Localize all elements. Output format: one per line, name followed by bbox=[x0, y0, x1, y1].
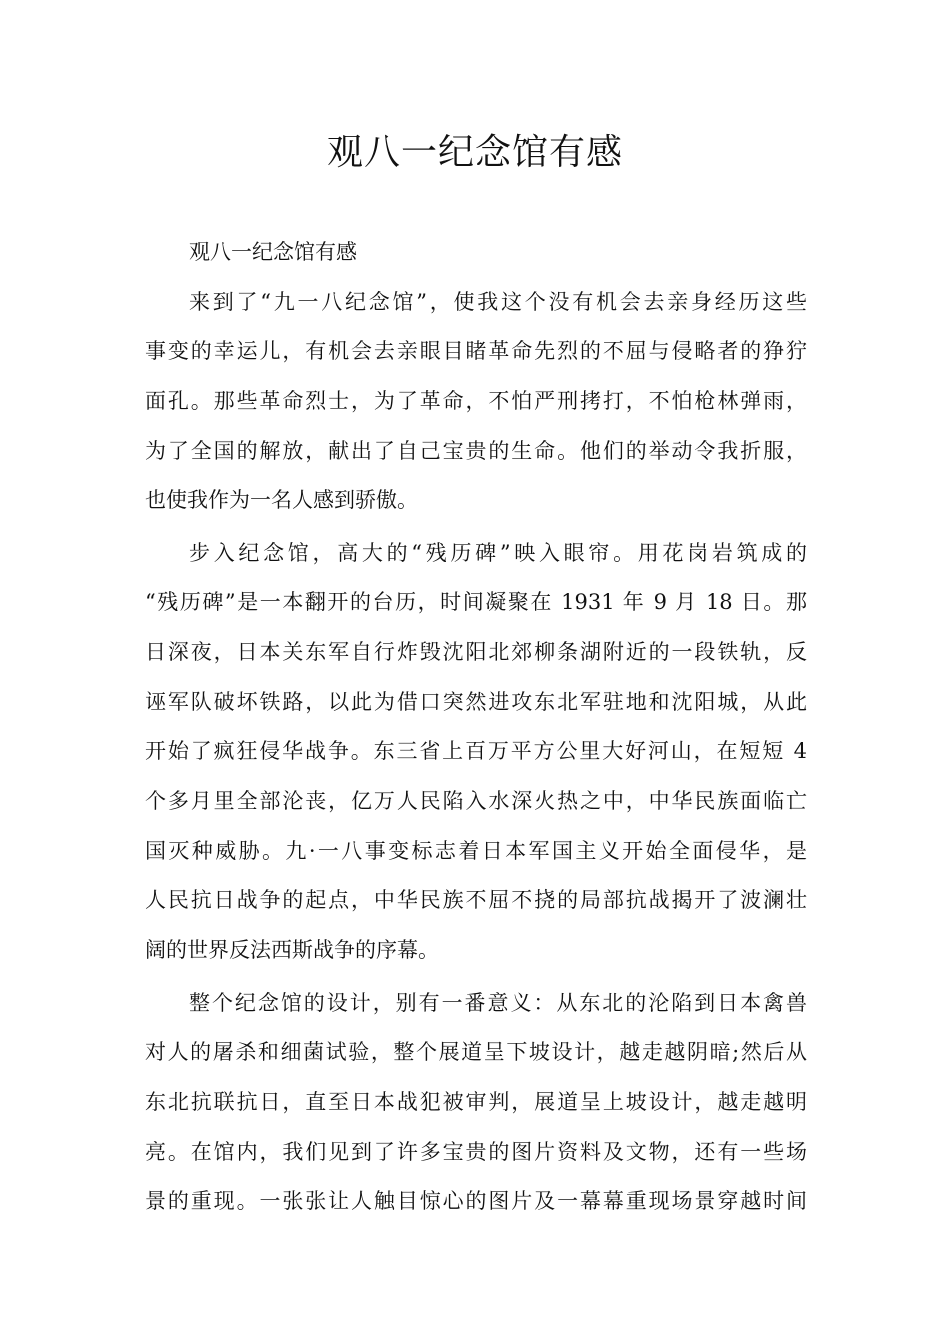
paragraph-line: 开始了疯狂侵华战争。东三省上百万平方公里大好河山，在短短 4 bbox=[145, 739, 807, 764]
document-title: 观八一纪念馆有感 bbox=[326, 132, 623, 173]
paragraph-line: 来到了“九一八纪念馆”，使我这个没有机会去亲身经历这些 bbox=[189, 289, 807, 314]
paragraph-line: 观八一纪念馆有感 bbox=[189, 240, 357, 264]
paragraph-line: 事变的幸运儿，有机会去亲眼目睹革命先烈的不屈与侵略者的狰狞 bbox=[145, 339, 807, 364]
paragraph-line: 人民抗日战争的起点，中华民族不屈不挠的局部抗战揭开了波澜壮 bbox=[145, 888, 807, 913]
paragraph-line: 个多月里全部沦丧，亿万人民陷入水深火热之中，中华民族面临亡 bbox=[145, 789, 807, 814]
paragraph-line: 步入纪念馆，高大的“残历碑”映入眼帘。用花岗岩筑成的 bbox=[189, 540, 807, 565]
paragraph-line: 整个纪念馆的设计，别有一番意义：从东北的沦陷到日本禽兽 bbox=[189, 990, 807, 1015]
paragraph-line: 亮。在馆内，我们见到了许多宝贵的图片资料及文物，还有一些场 bbox=[145, 1139, 807, 1164]
paragraph-line: 国灭种威胁。九·一八事变标志着日本军国主义开始全面侵华，是 bbox=[145, 838, 807, 863]
paragraph-line: 东北抗联抗日，直至日本战犯被审判，展道呈上坡设计，越走越明 bbox=[145, 1089, 807, 1114]
paragraph-line: 面孔。那些革命烈士，为了革命，不怕严刑拷打，不怕枪林弹雨， bbox=[145, 388, 807, 413]
paragraph-line: 也使我作为一名人感到骄傲。 bbox=[145, 488, 418, 513]
paragraph-line: 景的重现。一张张让人触目惊心的图片及一幕幕重现场景穿越时间 bbox=[145, 1189, 807, 1214]
paragraph-line: “残历碑”是一本翻开的台历，时间凝聚在 1931 年 9 月 18 日。那 bbox=[145, 590, 807, 615]
paragraph-line: 阔的世界反法西斯战争的序幕。 bbox=[145, 937, 439, 962]
paragraph-line: 诬军队破坏铁路，以此为借口突然进攻东北军驻地和沈阳城，从此 bbox=[145, 689, 807, 714]
document-body bbox=[145, 228, 807, 1227]
paragraph-line: 日深夜，日本关东军自行炸毁沈阳北郊柳条湖附近的一段铁轨，反 bbox=[145, 640, 807, 665]
paragraph-line: 为了全国的解放，献出了自己宝贵的生命。他们的举动令我折服， bbox=[145, 438, 807, 463]
paragraph-line: 对人的屠杀和细菌试验，整个展道呈下坡设计，越走越阴暗;然后从 bbox=[145, 1040, 807, 1065]
